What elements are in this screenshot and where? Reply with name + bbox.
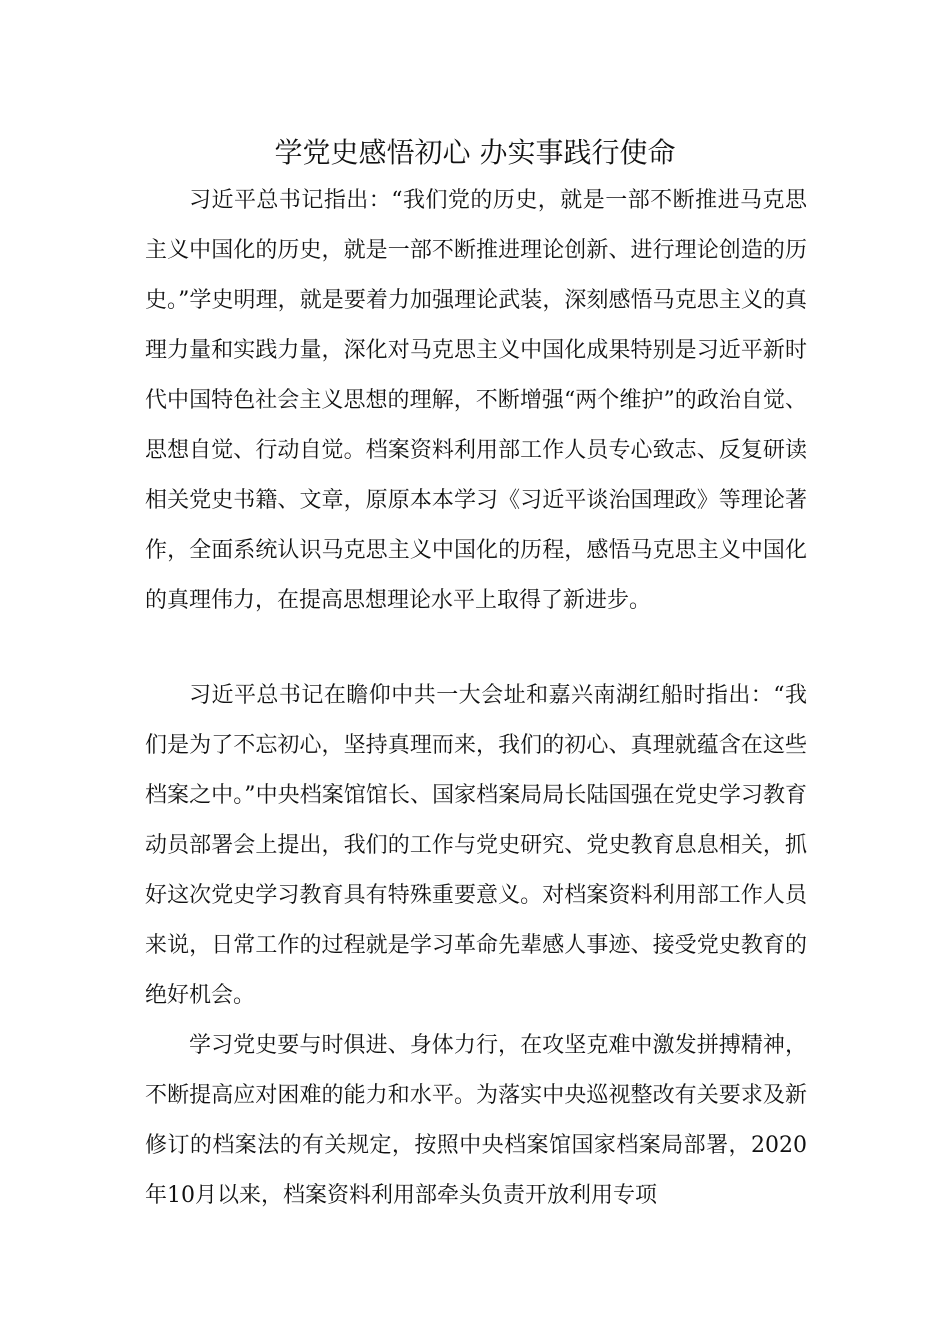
paragraph-1-block xyxy=(145,176,807,626)
paragraph-2-block xyxy=(145,671,807,1021)
document-title: 学党史感悟初心 办实事践行使命 xyxy=(274,136,676,169)
paragraph-3: 学习党史要与时俱进、身体力行，在攻坚克难中激发拼搏精神，不断提高应对困难的能力和水平。为落实中央巡视整改有关要求及新修订的档案法的有关规定，按照中央档案馆国家档案局部署，2020年10月以来，档案资料利用部牵头负责开放利用专项 xyxy=(145,1033,807,1208)
paragraph-1: 习近平总书记指出：“我们党的历史，就是一部不断推进马克思主义中国化的历史，就是一部不断推进理论创新、进行理论创造的历史。”学史明理，就是要着力加强理论武装，深刻感悟马克思主义的真理力量和实践力量，深化对马克思主义中国化成果特别是习近平新时代中国特色社会主义思想的理解，不断增强“两个维护”的政治自觉、思想自觉、行动自觉。档案资料利用部工作人员专心致志、反复研读相关党史书籍、文章，原原本本学习《习近平谈治国理政》等理论著作，全面系统认识马克思主义中国化的历程，感悟马克思主义中国化的真理伟力，在提高思想理论水平上取得了新进步。 xyxy=(145,188,807,613)
paragraph-3-block xyxy=(145,1021,807,1221)
paragraph-2: 习近平总书记在瞻仰中共一大会址和嘉兴南湖红船时指出：“我们是为了不忘初心，坚持真理而来，我们的初心、真理就蕴含在这些档案之中。”中央档案馆馆长、国家档案局局长陆国强在党史学习教育动员部署会上提出，我们的工作与党史研究、党史教育息息相关，抓好这次党史学习教育具有特殊重要意义。对档案资料利用部工作人员来说，日常工作的过程就是学习革命先辈感人事迹、接受党史教育的绝好机会。 xyxy=(145,683,807,1008)
